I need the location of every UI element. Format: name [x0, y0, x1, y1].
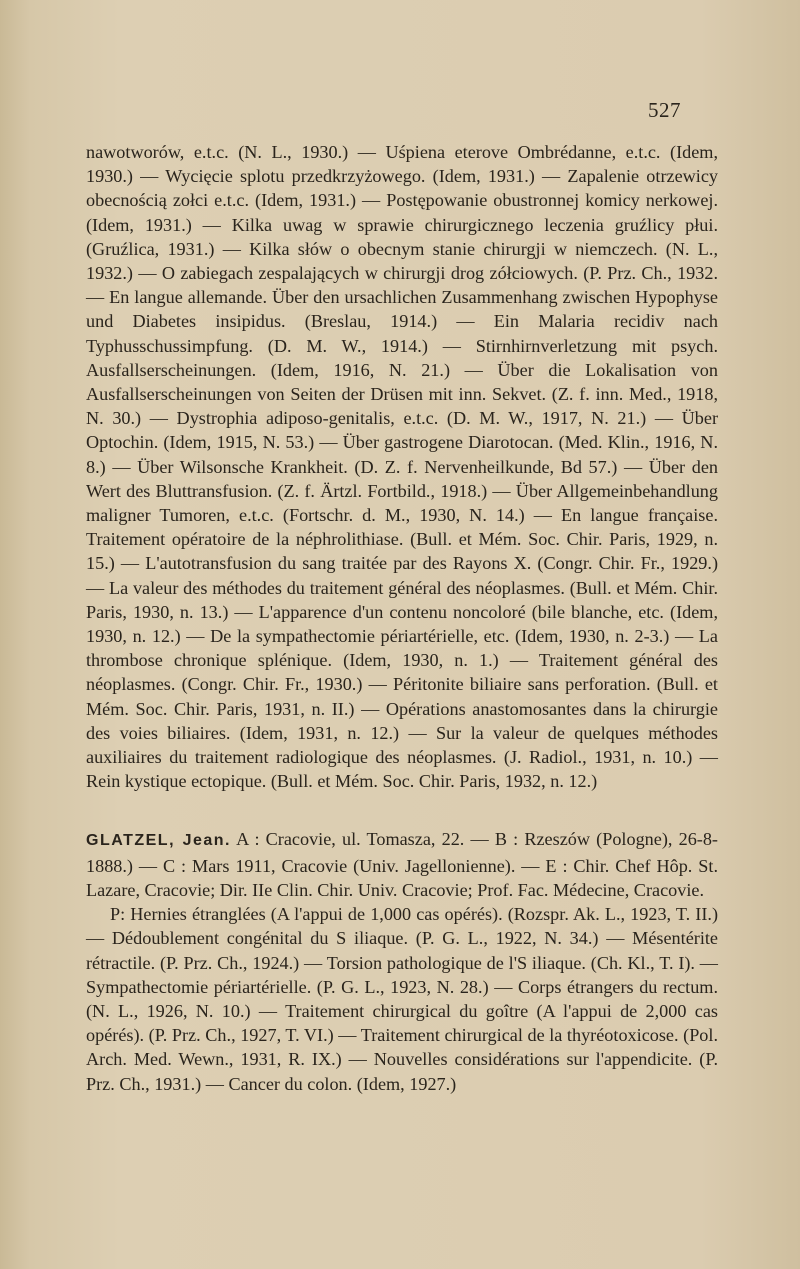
- entry-paragraph: [86, 827, 718, 902]
- page-number: 527: [648, 98, 681, 122]
- entry-address-text: A : Cracovie, ul. Tomasza, 22. — B : Rzeszów (Pologne), 26-8-1888.) — C : Mars 1911, Cracovie (Univ. Jagellonienne). — E : Chir. Chef Hôp. St. Lazare, Cracovie; Dir. IIe Clin. Chir. Univ. Cracovie; Prof. Fac. Médecine, Cracovie.: [86, 829, 718, 900]
- entry-continuation: [86, 140, 718, 793]
- entry-paragraph: nawotworów, e.t.c. (N. L., 1930.) — Uśpiena eterove Ombrédanne, e.t.c. (Idem, 1930.) — Wycięcie splotu przedkrzyżowego. (Idem, 1931.) — Zapalenie otrzewicy obecnością zołci e.t.c. (Idem, 1931.) — Postępowanie obustronnej komicy nerkowej. (Idem, 1931.) — Kilka uwag w sprawie chirurgicznego leczenia gruźlicy płui. (Gruźlica, 1931.) — Kilka słów o obecnym stanie chirurgji w niemczech. (N. L., 1932.) — O zabiegach zespalających w chirurgji drog zółciowych. (P. Prz. Ch., 1932. — En langue allemande. Über den ursachlichen Zusammenhang zwischen Hypophyse und Diabetes insipidus. (Breslau, 1914.) — Ein Malaria recidiv nach Typhusschussimpfung. (D. M. W., 1914.) — Stirnhirnverletzung mit psych. Ausfallserscheinungen. (Idem, 1916, N. 21.) — Über die Lokalisation von Ausfallserscheinungen von Seiten der Drüsen mit inn. Sekvet. (Z. f. inn. Med., 1918, N. 30.) — Dystrophia adiposo-genitalis, e.t.c. (D. M. W., 1917, N. 21.) — Über Optochin. (Idem, 1915, N. 53.) — Über gastrogene Diarotocan. (Med. Klin., 1916, N. 8.) — Über Wilsonsche Krankheit. (D. Z. f. Nervenheilkunde, Bd 57.) — Über den Wert des Bluttransfusion. (Z. f. Ärtzl. Fortbild., 1918.) — Über Allgemeinbehandlung maligner Tumoren, e.t.c. (Fortschr. d. M., 1930, N. 14.) — En langue française. Traitement opératoire de la néphrolithiase. (Bull. et Mém. Soc. Chir. Paris, 1929, n. 15.) — L'autotransfusion du sang traitée par des Rayons X. (Congr. Chir. Fr., 1929.) — La valeur des méthodes du traitement général des néoplasmes. (Bull. et Mém. Chir. Paris, 1930, n. 13.) — L'apparence d'un contenu noncoloré (bile blanche, etc. (Idem, 1930, n. 12.) — De la sympathectomie périartérielle, etc. (Idem, 1930, n. 2-3.) — La thrombose chronique splénique. (Idem, 1930, n. 1.) — Traitement général des néoplasmes. (Congr. Chir. Fr., 1930.) — Péritonite biliaire sans perforation. (Bull. et Mém. Soc. Chir. Paris, 1931, n. II.) — Opérations anastomosantes dans la chirurgie des voies biliaires. (Idem, 1931, n. 12.) — Sur la valeur de quelques méthodes auxiliaires du traitement radiologique des néoplasmes. (J. Radiol., 1931, n. 10.) — Rein kystique ectopique. (Bull. et Mém. Soc. Chir. Paris, 1932, n. 12.): [86, 142, 718, 792]
- entry-publications: P: Hernies étranglées (A l'appui de 1,000 cas opérés). (Rozspr. Ak. L., 1923, T. II.) — Dédoublement congénital du S iliaque. (P. G. L., 1922, N. 34.) — Mésentérite rétractile. (P. Prz. Ch., 1924.) — Torsion pathologique de l'S iliaque. (Ch. Kl., T. I). — Sympathectomie périartérielle. (P. G. L., 1923, N. 28.) — Corps étrangers du rectum. (N. L., 1926, N. 10.) — Traitement chirurgical du goître (A l'appui de 2,000 cas opérés). (P. Prz. Ch., 1927, T. VI.) — Traitement chirurgical de la thyréotoxicose. (Pol. Arch. Med. Wewn., 1931, R. IX.) — Nouvelles considérations sur l'appendicite. (P. Prz. Ch., 1931.) — Cancer du colon. (Idem, 1927.): [86, 904, 718, 1094]
- entry-glatzel: [86, 827, 718, 1095]
- entry-name: GLATZEL, Jean.: [86, 832, 231, 850]
- page-body: [86, 140, 718, 1096]
